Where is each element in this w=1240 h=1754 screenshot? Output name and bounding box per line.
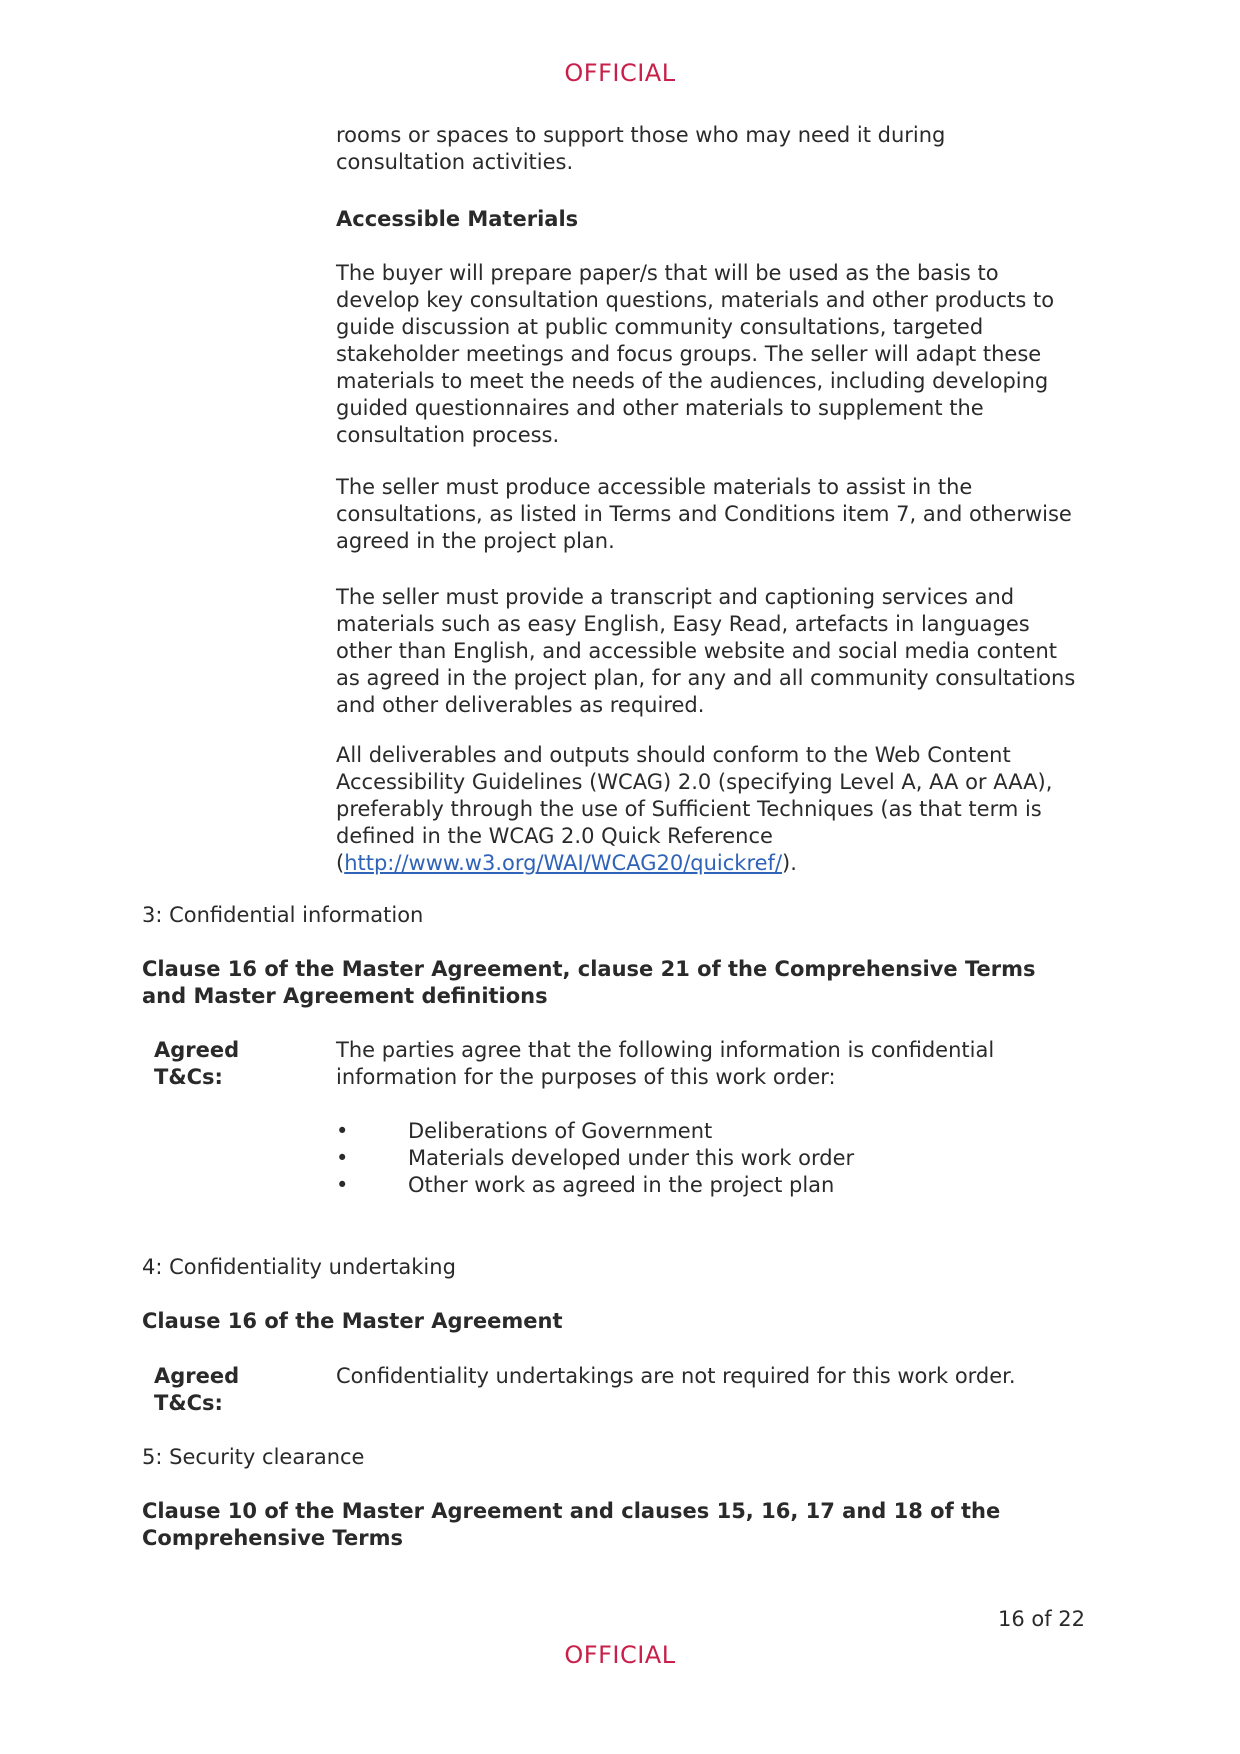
list-item-text: Other work as agreed in the project plan — [408, 1173, 835, 1197]
wcag-text-end: ). — [782, 851, 797, 875]
accessible-materials-section — [336, 206, 1076, 233]
list-item — [336, 1118, 1076, 1145]
paragraph-text: The buyer will prepare paper/s that will be used as the basis to develop key consultation questions, materials and other products to guide discussion at public community consultations, targeted stakeholder meetings and focus groups. The seller will adapt these materials to meet the needs of the audiences, including developing guided questionnaires and other materials to supplement the consultation process. — [336, 261, 1055, 447]
agreed-tcs-label: Agreed T&Cs: — [154, 1038, 240, 1089]
accessible-materials-heading: Accessible Materials — [336, 207, 579, 231]
bullet-icon: • — [336, 1119, 349, 1143]
continued-paragraph — [336, 122, 1076, 176]
list-item-text: Materials developed under this work order — [408, 1146, 855, 1170]
list-item — [336, 1145, 1076, 1172]
confidential-information-list — [336, 1118, 1076, 1199]
continued-text: rooms or spaces to support those who may need it during consultation activities. — [336, 123, 946, 174]
clause-heading-security-clearance: Clause 10 of the Master Agreement and clauses 15, 16, 17 and 18 of the Comprehensive Terms — [142, 1499, 1001, 1550]
wcag-quickref-link[interactable]: http://www.w3.org/WAI/WCAG20/quickref/ — [344, 851, 783, 875]
clause-heading-confidential-information: Clause 16 of the Master Agreement, clause 21 of the Comprehensive Terms and Master Agreement definitions — [142, 957, 1036, 1008]
section-title-confidentiality-undertaking: 4: Confidentiality undertaking — [142, 1255, 456, 1279]
paragraph-text: The seller must provide a transcript and captioning services and materials such as easy English, Easy Read, artefacts in languages other than English, and accessible website and social media content as agreed in the project plan, for any and all community consultations and other deliverables as required. — [336, 585, 1076, 717]
classification-footer: OFFICIAL — [564, 1641, 676, 1669]
agreed-tcs-text: Confidentiality undertakings are not required for this work order. — [336, 1364, 1016, 1388]
accessible-materials-paragraph-4 — [336, 742, 1076, 877]
classification-header: OFFICIAL — [564, 59, 676, 87]
accessible-materials-paragraph-2 — [336, 474, 1076, 555]
section-title-confidential-information: 3: Confidential information — [142, 903, 424, 927]
page-number: 16 of 22 — [997, 1607, 1085, 1631]
bullet-icon: • — [336, 1146, 349, 1170]
list-item — [336, 1172, 1076, 1199]
wcag-paragraph — [336, 742, 1076, 877]
wcag-text: All deliverables and outputs should conform to the Web Content Accessibility Guidelines (WCAG) 2.0 (specifying Level A, AA or AAA), preferably through the use of Sufficient Techniques (as that term is defined in the WCAG 2.0 Quick Reference ( — [336, 743, 1053, 875]
list-item-text: Deliberations of Government — [408, 1119, 713, 1143]
accessible-materials-paragraph-3 — [336, 584, 1076, 719]
agreed-tcs-label: Agreed T&Cs: — [154, 1364, 240, 1415]
clause-heading-confidentiality-undertaking: Clause 16 of the Master Agreement — [142, 1309, 563, 1333]
section-title-security-clearance: 5: Security clearance — [142, 1445, 365, 1469]
accessible-materials-paragraph-1 — [336, 260, 1076, 449]
agreed-tcs-text: The parties agree that the following information is confidential information for the purposes of this work order: — [336, 1038, 995, 1089]
bullet-icon: • — [336, 1173, 349, 1197]
paragraph-text: The seller must produce accessible materials to assist in the consultations, as listed in Terms and Conditions item 7, and otherwise agreed in the project plan. — [336, 475, 1072, 553]
